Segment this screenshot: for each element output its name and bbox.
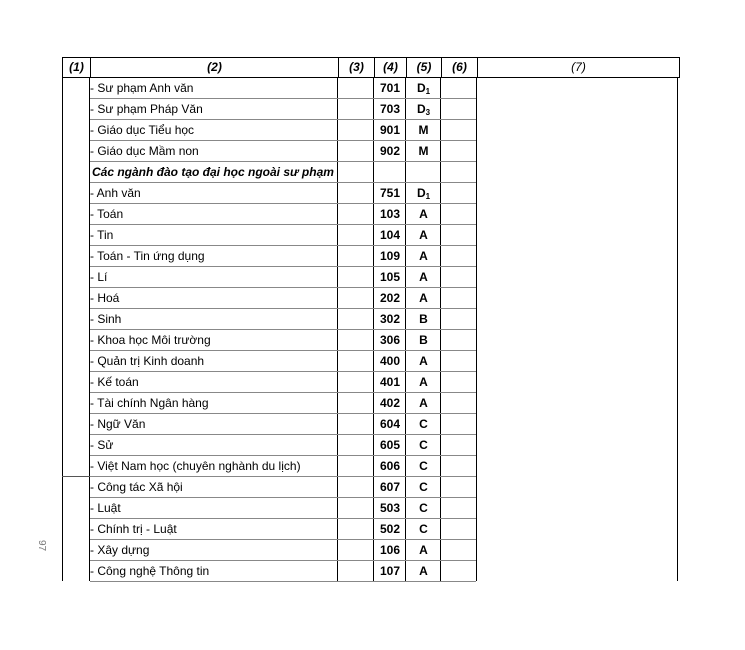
exam-block: C — [419, 438, 428, 452]
exam-block: C — [419, 501, 428, 515]
program-code: 302 — [379, 312, 401, 326]
table-row — [62, 435, 678, 456]
header-col-5: (5) — [407, 58, 442, 77]
program-name: - Sư phạm Anh văn — [90, 81, 194, 95]
program-name: - Chính trị - Luật — [90, 522, 177, 536]
exam-block: $D_1$ — [416, 186, 431, 201]
program-code: 105 — [379, 270, 401, 284]
side-page-number: 97 — [36, 539, 48, 552]
program-name: - Tài chính Ngân hàng — [90, 396, 209, 410]
table-row — [62, 162, 678, 183]
exam-block: A — [419, 564, 428, 578]
table-row — [62, 498, 678, 519]
exam-block: A — [419, 396, 428, 410]
table-row — [62, 78, 678, 99]
program-code: 901 — [379, 123, 401, 137]
table-row — [62, 246, 678, 267]
program-code: 306 — [379, 333, 401, 347]
exam-block: B — [419, 333, 428, 347]
program-name: - Toán - Tin ứng dụng — [90, 249, 205, 263]
header-col-2: (2) — [91, 58, 339, 77]
program-code: 502 — [379, 522, 401, 536]
header-col-6: (6) — [442, 58, 478, 77]
exam-block: A — [419, 543, 428, 557]
program-name: - Khoa học Môi trường — [90, 333, 211, 347]
exam-block: C — [419, 522, 428, 536]
exam-block-subscript: 1 — [425, 192, 431, 201]
exam-block: A — [419, 375, 428, 389]
program-code: 401 — [379, 375, 401, 389]
exam-block: $D_3$ — [416, 102, 431, 117]
table-row — [62, 288, 678, 309]
program-code — [374, 162, 406, 183]
program-name: - Ngữ Văn — [90, 417, 146, 431]
program-name: - Giáo dục Mầm non — [90, 144, 199, 158]
table-row — [62, 540, 678, 561]
exam-block: A — [419, 291, 428, 305]
table-row — [62, 519, 678, 540]
program-name: - Sinh — [90, 312, 122, 326]
program-name: - Sử — [90, 438, 114, 452]
program-name: - Kế toán — [90, 375, 139, 389]
exam-block: $D_1$ — [416, 81, 431, 96]
section-heading: Các ngành đào tạo đại học ngoài sư phạm — [92, 165, 334, 179]
program-code: 606 — [379, 459, 401, 473]
header-col-7: (7) — [571, 60, 586, 74]
program-code: 104 — [379, 228, 401, 242]
exam-block-subscript: 1 — [425, 87, 431, 96]
program-code: 703 — [379, 102, 401, 116]
table-row — [62, 561, 678, 582]
program-name: - Công nghệ Thông tin — [90, 564, 210, 578]
table-row — [62, 330, 678, 351]
table-row — [62, 204, 678, 225]
table-row — [62, 120, 678, 141]
exam-block: C — [419, 459, 428, 473]
program-code: 701 — [379, 81, 401, 95]
program-code: 604 — [379, 417, 401, 431]
program-name: - Công tác Xã hội — [90, 480, 183, 494]
table-row — [62, 477, 678, 498]
program-name: - Sư phạm Pháp Văn — [90, 102, 203, 116]
table-row — [62, 372, 678, 393]
program-code: 607 — [379, 480, 401, 494]
table-row — [62, 225, 678, 246]
table-row — [62, 99, 678, 120]
program-code: 400 — [379, 354, 401, 368]
table-row — [62, 351, 678, 372]
exam-block: A — [419, 354, 428, 368]
exam-block: A — [419, 270, 428, 284]
table-row — [62, 183, 678, 204]
program-name: - Việt Nam học (chuyên nghành du lịch) — [90, 459, 301, 473]
table-body — [62, 78, 678, 581]
program-code: 402 — [379, 396, 401, 410]
program-name: - Hoá — [90, 291, 120, 305]
exam-block: C — [419, 417, 428, 431]
program-name: - Luật — [90, 501, 121, 515]
program-code: 605 — [379, 438, 401, 452]
table-row — [62, 393, 678, 414]
program-code: 107 — [379, 564, 401, 578]
program-name: - Xây dựng — [90, 543, 150, 557]
program-code: 503 — [379, 501, 401, 515]
table-row — [62, 267, 678, 288]
exam-block: A — [419, 249, 428, 263]
header-col-1: (1) — [63, 58, 91, 77]
program-name: - Quản trị Kinh doanh — [90, 354, 205, 368]
program-code: 202 — [379, 291, 401, 305]
exam-block: B — [419, 312, 428, 326]
program-name: - Anh văn — [90, 186, 141, 200]
table-row — [62, 456, 678, 477]
exam-block: M — [418, 123, 429, 137]
exam-block-subscript: 3 — [425, 108, 431, 117]
exam-block: C — [419, 480, 428, 494]
program-code: 751 — [379, 186, 401, 200]
exam-block — [406, 162, 441, 183]
exam-block: A — [419, 207, 428, 221]
program-name: - Tin — [90, 228, 114, 242]
program-name: - Giáo dục Tiểu học — [90, 123, 195, 137]
header-col-4: (4) — [375, 58, 407, 77]
header-col-3: (3) — [339, 58, 375, 77]
program-code: 106 — [379, 543, 401, 557]
program-name: - Toán — [90, 207, 124, 221]
exam-block: A — [419, 228, 428, 242]
program-code: 103 — [379, 207, 401, 221]
program-code: 902 — [379, 144, 401, 158]
exam-block: M — [418, 144, 429, 158]
table-row — [62, 414, 678, 435]
table-row — [62, 141, 678, 162]
table-row — [62, 309, 678, 330]
table-header — [62, 57, 680, 78]
program-code: 109 — [379, 249, 401, 263]
program-name: - Lí — [90, 270, 108, 284]
